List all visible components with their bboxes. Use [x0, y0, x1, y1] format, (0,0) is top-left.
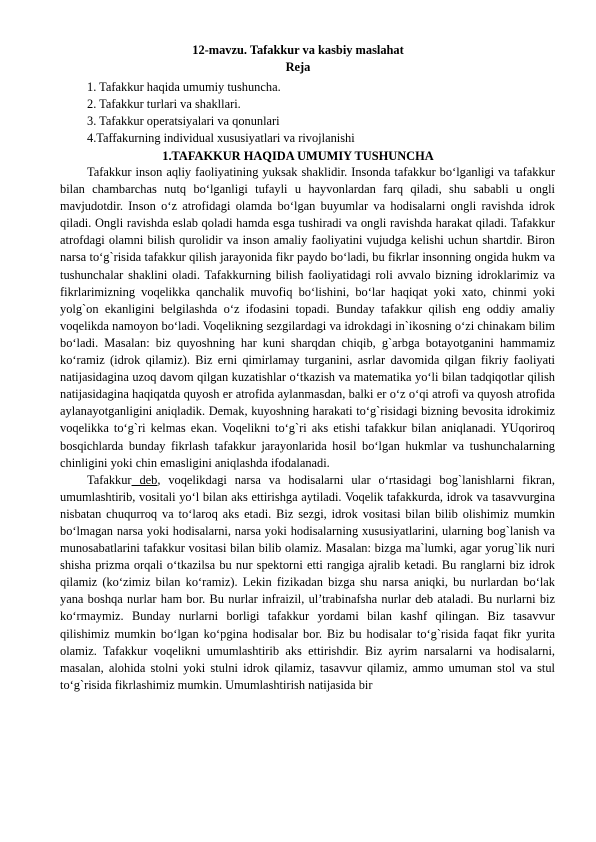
plan-item: 4.Taffakurning individual xususiyatlari va rivojlanishi	[87, 130, 355, 145]
document-title: 12-mavzu. Tafakkur va kasbiy maslahat	[192, 43, 404, 57]
plan-list	[87, 79, 527, 147]
plan-item: 3. Tafakkur operatsiyalari va qonunlari	[87, 113, 280, 128]
paragraph-2-rest: , voqelikdagi narsa va hodisalarni ular o‘rtasidagi bog`lanishlarni fikran, umumlashtirib, vositali yo‘l bilan aks ettirishga aytiladi. Voqelik tafakkurda, idrok va tasavvurgina nisbatan chuqurroq va to‘laroq aks etadi. Biz sezgi, idrok vositasi bilan bilib olishimiz mumkin bo‘lmagan narsa yoki hodisalarni, narsa yoki hodisalarning xususiyatlarini, ularning bog`lanish va munosabatlarini tafakkur vositasi bilan bilib olamiz. Masalan: bizga ma`lumki, agar yorug`lik nuri shisha prizma orqali o‘tkazilsa bu nur spektorni etti rangiga ajralib ketadi. Bu ranglarni biz idrok qilamiz (ko‘zimiz bilan ko‘ramiz). Lekin fizikadan bizga shu narsa aniqki, bu nurlardan bo‘lak yana boshqa nurlar ham bor. Bu nurlar infraizil, ul’trabinafsha nurlar deb ataladi. Bu nurlarni biz ko‘rmaymiz. Bunday nurlarni borligi tafakkur yordami bilan kashf qilingan. Biz tasavvur qilishimiz mumkin bo‘lgan ko‘pgina hodisalar bor. Biz bu hodisalar to‘g`risida faqat fikr yurita olamiz. Tafakkur voqelikni umumlashtirib aks ettirishdir. Biz ayrim narsalarni va hodisalarni, masalan, alohida stolni yoki stulni idrok qilamiz, tasavvur qilamiz, ammo umuman stol va stul to‘g`risida fikrlashimiz mumkin. Umumlashtirish natijasida bir	[60, 472, 555, 692]
paragraph-2	[60, 472, 555, 694]
paragraph-2-lead: Tafakkur	[87, 472, 132, 487]
paragraph-1: Tafakkur inson aqliy faoliyatining yuksak shaklidir. Insonda tafakkur bo‘lganligi va tafakkur bilan chambarchas nutq bo‘lganligi tufayli u hayvonlardan farq qiladi, shu sababli u ongli mavjudotdir. Inson o‘z atrofidagi olamda bo‘lgan buyumlar va hodisalarni ongli ravishda idrok qiladi. Ongli ravishda eslab qoladi hamda esga tushiradi va ongli ravishda harakat qiladi. Tafakkur atrofdagi olamni bilish qurolidir va inson amaliy faoliyatini vujudga kelishi uchun shartdir. Biron narsa to‘g`risida tafakkur qilish jarayonida fikr paydo bo‘ladi, bu fikrlar insonning ongida hukm va tushunchalar shaklini oladi. Tafakkurning bilish faoliyatidagi roli avvalo bizning idroklarimiz va fikrlarimizning voqelikka qanchalik muvofiq bo‘lishini, bo‘lar haqiqat yoki xato, chinmi yoki yolg`on ekanligini belgilashda o‘z ifodasini topadi. Bunday tafakkur qilish eng oddiy amaliy voqelikda namoyon bo‘ladi. Voqelikning sezgilardagi va idrokdagi in`ikosning o‘zi chinakam bilim bo‘ladi. Masalan: biz quyoshning har kuni sharqdan chiqib, g`arbga botayotganini hammamiz ko‘ramiz (idrok qilamiz). Biz erni qimirlamay turganini, asrlar davomida qilgan fikriy faoliyati natijasidagina uzoq davom qilgan kuzatishlar o‘tkazish va matematika yo‘li bilan tadqiqotlar qilish natijasidagina haqiqatda quyosh er atrofida aylanmasdan, balki er o‘z o‘qi atrofi va quyosh atrofida aylanayotganligini aniqladik. Demak, kuyoshning harakati to‘g`risidagi bizning bevosita idrokimiz voqelikka to‘g`ri kelmas ekan. Voqelikni to‘g`ri aks etishi tafakkur bilan aniqlanadi. YUqoriroq bosqichlarda bunday fikrlash tafakkur jarayonlarida hosil bo‘lgan hukmlar va tushunchalarning chinligini yoki chin emasligini aniqlashda ifodalanadi.	[60, 165, 555, 470]
plan-heading: Reja	[285, 60, 311, 74]
plan-item: 2. Tafakkur turlari va shakllari.	[87, 96, 241, 111]
body-text	[60, 164, 555, 694]
section-heading: 1.TAFAKKUR HAQIDA UMUMIY TUSHUNCHA	[162, 149, 434, 163]
paragraph-2-underlined: deb	[131, 472, 158, 487]
plan-item: 1. Tafakkur haqida umumiy tushuncha.	[87, 80, 281, 94]
